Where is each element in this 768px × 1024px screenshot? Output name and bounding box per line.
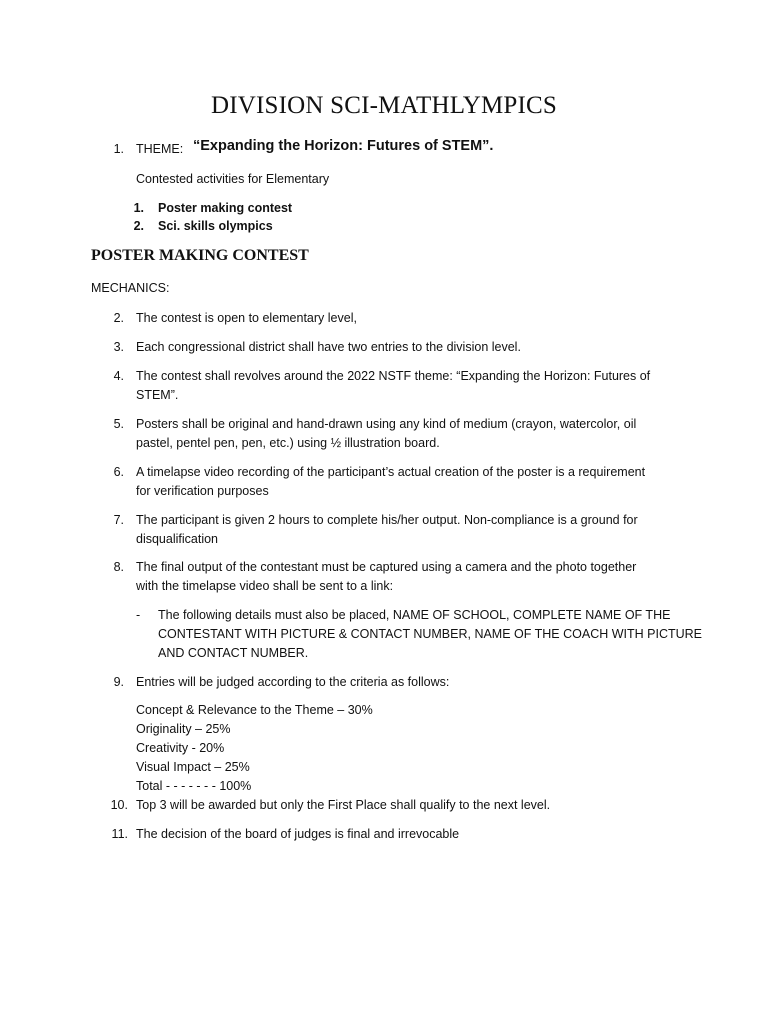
list-item-number: 2. bbox=[113, 311, 124, 325]
list-item-text: The contest is open to elementary level, bbox=[136, 311, 357, 325]
document-title: DIVISION SCI-MATHLYMPICS bbox=[210, 92, 558, 119]
contested-item-label: Poster making contest bbox=[158, 201, 293, 215]
contested-intro: Contested activities for Elementary bbox=[136, 172, 330, 186]
criteria-intro: Entries will be judged according to the criteria as follows: bbox=[136, 675, 450, 689]
theme-number: 1. bbox=[113, 142, 124, 156]
criteria-item: Creativity - 20% bbox=[136, 741, 225, 755]
sub-bullet-text: AND CONTACT NUMBER. bbox=[158, 646, 309, 660]
list-item-text: The contest shall revolves around the 2022 NSTF theme: “Expanding the Horizon: Futures of bbox=[136, 369, 651, 383]
list-item-text: Posters shall be original and hand-drawn using any kind of medium (crayon, watercolor, oil bbox=[136, 417, 637, 431]
list-item-text: Top 3 will be awarded but only the First Place shall qualify to the next level. bbox=[136, 798, 551, 812]
criteria-item: Visual Impact – 25% bbox=[136, 760, 250, 774]
list-item-text: Each congressional district shall have two entries to the division level. bbox=[136, 340, 521, 354]
mechanics-label: MECHANICS: bbox=[91, 281, 170, 295]
list-item-number: 3. bbox=[113, 340, 124, 354]
contested-item-number: 1. bbox=[133, 201, 144, 215]
list-item-number: 11. bbox=[111, 827, 128, 841]
list-item-text: The final output of the contestant must be captured using a camera and the photo together bbox=[136, 560, 637, 574]
list-item-text: disqualification bbox=[136, 532, 218, 546]
list-item-text: The decision of the board of judges is final and irrevocable bbox=[136, 827, 460, 841]
theme-label: THEME: bbox=[136, 142, 184, 156]
criteria-item: Concept & Relevance to the Theme – 30% bbox=[136, 703, 373, 717]
contested-item-label: Sci. skills olympics bbox=[158, 219, 273, 233]
list-item-text: pastel, pentel pen, pen, etc.) using ½ illustration board. bbox=[136, 436, 440, 450]
criteria-item: Total - - - - - - - 100% bbox=[136, 779, 252, 793]
list-item-number: 8. bbox=[113, 560, 124, 574]
list-item-number: 6. bbox=[113, 465, 124, 479]
list-item-text: with the timelapse video shall be sent to a link: bbox=[136, 579, 394, 593]
criteria-item: Originality – 25% bbox=[136, 722, 231, 736]
list-item-text: A timelapse video recording of the participant’s actual creation of the poster is a requirement bbox=[136, 465, 646, 479]
list-item-text: STEM”. bbox=[136, 388, 179, 402]
list-item-number: 4. bbox=[113, 369, 124, 383]
list-item-number: 10. bbox=[110, 798, 128, 812]
contested-item-number: 2. bbox=[133, 219, 144, 233]
list-item-text: for verification purposes bbox=[136, 484, 269, 498]
sub-bullet-text: The following details must also be placed, NAME OF SCHOOL, COMPLETE NAME OF THE bbox=[158, 608, 671, 622]
section-heading: POSTER MAKING CONTEST bbox=[91, 247, 309, 264]
sub-bullet-text: CONTESTANT WITH PICTURE & CONTACT NUMBER, NAME OF THE COACH WITH PICTURE bbox=[158, 627, 702, 641]
list-item-number: 9. bbox=[113, 675, 124, 689]
theme-text: “Expanding the Horizon: Futures of STEM”. bbox=[193, 138, 494, 154]
list-item-text: The participant is given 2 hours to complete his/her output. Non-compliance is a ground for bbox=[136, 513, 638, 527]
sub-bullet-marker: - bbox=[136, 608, 141, 622]
list-item-number: 5. bbox=[113, 417, 124, 431]
list-item-number: 7. bbox=[113, 513, 124, 527]
